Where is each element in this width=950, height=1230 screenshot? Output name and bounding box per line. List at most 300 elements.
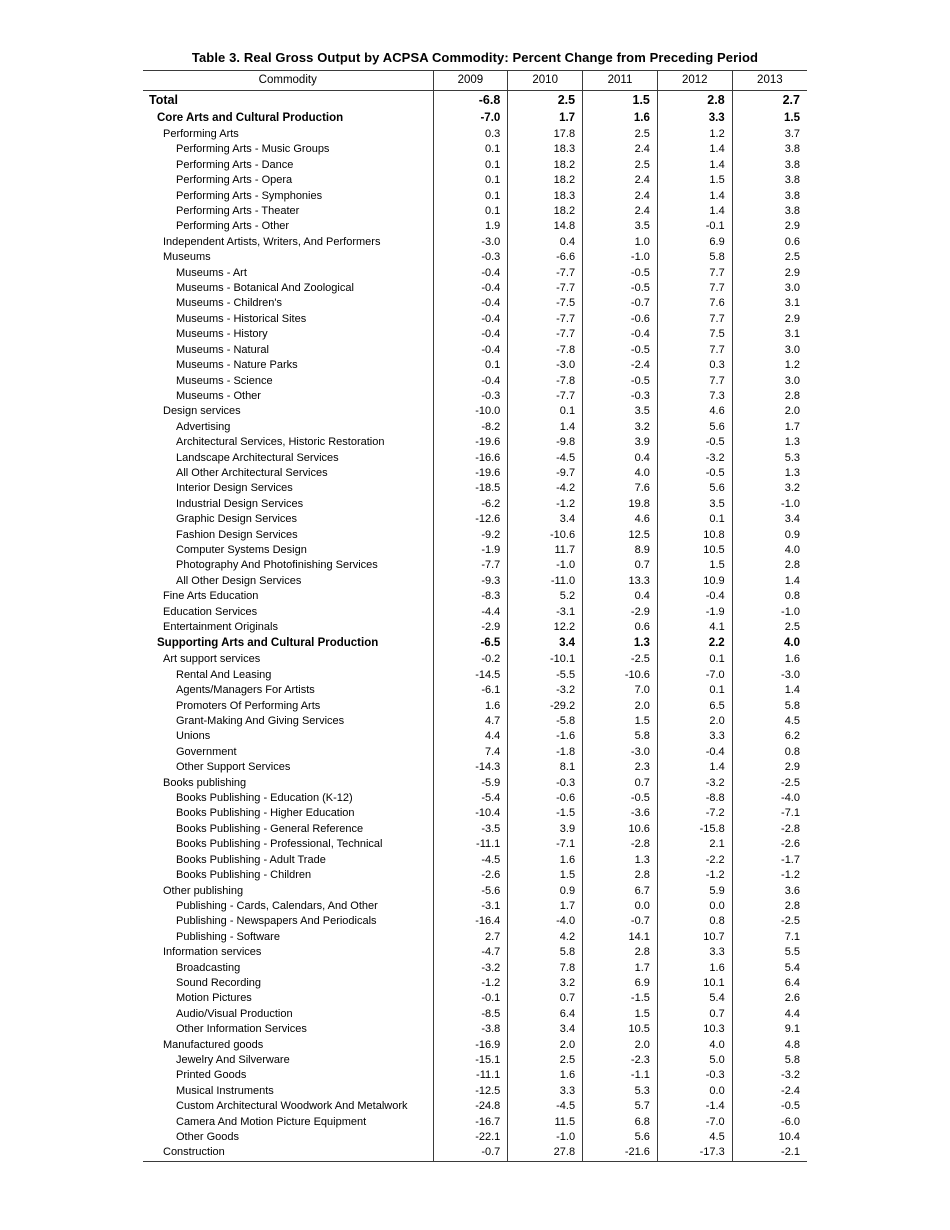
row-value: -11.0 [508,574,583,589]
row-value: 5.4 [657,991,732,1006]
row-label: Books publishing [163,776,247,789]
row-value: 12.5 [583,528,658,543]
row-value: 3.5 [583,219,658,234]
row-value: 18.2 [508,158,583,173]
row-value: -8.2 [433,420,508,435]
row-value: 6.4 [732,976,807,991]
row-value: -2.9 [433,620,508,635]
row-value: -0.4 [433,281,508,296]
row-value: 2.9 [732,312,807,327]
row-value: 1.5 [583,1007,658,1022]
table-row [143,914,807,929]
row-value: -7.7 [508,281,583,296]
table-row [143,699,807,714]
row-value: 2.0 [508,1038,583,1053]
row-value: -7.1 [732,806,807,821]
row-value: 0.1 [657,652,732,667]
table-row [143,1068,807,1083]
row-value: 2.8 [657,91,732,111]
row-value: -9.3 [433,574,508,589]
row-value: -2.4 [583,358,658,373]
table-row [143,389,807,404]
row-value: -0.6 [583,312,658,327]
row-label: Museums - Other [176,389,261,402]
row-value: -0.5 [583,374,658,389]
row-label: Independent Artists, Writers, And Performers [163,235,381,248]
row-value: -4.5 [433,853,508,868]
table-row [143,91,807,111]
row-value: -10.6 [583,668,658,683]
row-label: Camera And Motion Picture Equipment [176,1115,367,1128]
row-value: 1.3 [732,466,807,481]
row-value: -0.6 [508,791,583,806]
row-value: 1.4 [657,204,732,219]
row-label: Performing Arts [163,128,239,140]
row-value: -4.0 [508,914,583,929]
table-row [143,837,807,852]
row-value: -19.6 [433,435,508,450]
row-value: 0.7 [508,991,583,1006]
row-value: -7.7 [508,266,583,281]
table-row [143,1130,807,1145]
row-label: All Other Design Services [176,574,302,587]
row-label: Core Arts and Cultural Production [157,112,344,124]
row-value: 1.2 [732,358,807,373]
row-value: -6.6 [508,250,583,265]
row-value: -0.4 [433,374,508,389]
row-label: Entertainment Originals [163,621,278,633]
row-value: 1.7 [508,110,583,127]
row-value: 3.7 [732,127,807,142]
row-value: -7.5 [508,296,583,311]
row-value: -1.9 [433,543,508,558]
row-label: Photography And Photofinishing Services [176,559,378,572]
row-value: 3.4 [732,512,807,527]
row-label: Fine Arts Education [163,590,259,603]
row-value: 1.5 [657,558,732,573]
table-row [143,481,807,496]
row-value: -1.2 [657,868,732,883]
row-value: 5.6 [657,420,732,435]
row-label: Promoters Of Performing Arts [176,699,321,712]
row-value: -0.3 [583,389,658,404]
row-label: Industrial Design Services [176,497,304,510]
row-value: -2.8 [732,822,807,837]
row-value: -3.2 [732,1068,807,1083]
row-value: -7.0 [657,1115,732,1130]
row-label: Information services [163,946,262,959]
table-row [143,374,807,389]
row-value: 3.0 [732,343,807,358]
row-value: 2.8 [583,868,658,883]
row-label: Publishing - Newspapers And Periodicals [176,915,377,928]
row-label: Books Publishing - Adult Trade [176,853,326,866]
row-value: -1.0 [732,605,807,620]
row-value: 10.8 [657,528,732,543]
row-value: -1.1 [583,1068,658,1083]
row-value: -15.8 [657,822,732,837]
table-row [143,404,807,419]
row-value: 3.3 [508,1084,583,1099]
row-value: 5.6 [657,481,732,496]
row-value: 1.6 [433,699,508,714]
row-value: -3.0 [732,668,807,683]
row-value: 0.7 [657,1007,732,1022]
row-value: 1.6 [732,652,807,667]
row-label: Sound Recording [176,976,262,989]
row-value: 0.4 [583,451,658,466]
row-value: -5.9 [433,776,508,791]
row-value: -3.2 [508,683,583,698]
row-label: Other publishing [163,884,244,897]
row-label: Custom Architectural Woodwork And Metalwork [176,1100,408,1113]
row-value: -0.4 [433,296,508,311]
row-value: -3.0 [508,358,583,373]
row-label: Performing Arts - Music Groups [176,143,330,156]
row-value: -0.3 [508,776,583,791]
row-value: -2.1 [732,1145,807,1161]
row-value: 2.9 [732,219,807,234]
table-row [143,281,807,296]
row-label: Musical Instruments [176,1084,274,1097]
table-row [143,806,807,821]
row-value: 0.7 [583,776,658,791]
row-value: 4.6 [583,512,658,527]
row-value: 3.4 [508,1022,583,1037]
row-value: -16.7 [433,1115,508,1130]
row-value: 7.7 [657,343,732,358]
row-value: 1.7 [583,961,658,976]
row-value: -21.6 [583,1145,658,1161]
row-value: 2.5 [508,91,583,111]
row-value: -0.5 [583,343,658,358]
table-row [143,822,807,837]
row-label: Graphic Design Services [176,513,298,526]
row-value: 2.7 [732,91,807,111]
row-value: 4.8 [732,1038,807,1053]
row-value: -1.0 [732,497,807,512]
row-value: 7.3 [657,389,732,404]
row-value: 1.6 [508,1068,583,1083]
row-value: 0.1 [657,512,732,527]
row-value: -1.5 [583,991,658,1006]
table-row [143,312,807,327]
row-value: -1.7 [732,853,807,868]
row-value: -7.0 [657,668,732,683]
row-value: 1.4 [508,420,583,435]
row-label: Computer Systems Design [176,543,307,556]
row-value: -1.2 [433,976,508,991]
table-row [143,358,807,373]
row-value: 2.5 [583,158,658,173]
row-value: -8.8 [657,791,732,806]
row-value: -0.4 [433,312,508,327]
row-value: -0.7 [583,296,658,311]
table-row [143,235,807,250]
row-value: 4.6 [657,404,732,419]
row-value: -4.5 [508,451,583,466]
row-label: Rental And Leasing [176,668,272,681]
table-row [143,884,807,899]
row-value: -1.0 [583,250,658,265]
row-value: -7.7 [508,389,583,404]
row-value: 18.3 [508,189,583,204]
table-row [143,127,807,142]
row-value: 1.4 [657,760,732,775]
row-value: -8.3 [433,589,508,604]
row-value: -3.0 [433,235,508,250]
table-row [143,110,807,127]
row-value: 0.1 [433,173,508,188]
row-value: 5.8 [583,729,658,744]
table-row [143,961,807,976]
row-label: Advertising [176,420,231,433]
row-value: 7.7 [657,266,732,281]
row-value: 6.9 [657,235,732,250]
table-row [143,620,807,635]
row-value: 7.1 [732,930,807,945]
row-value: -15.1 [433,1053,508,1068]
row-value: 3.8 [732,173,807,188]
row-value: -3.8 [433,1022,508,1037]
row-label: Printed Goods [176,1069,247,1082]
table-row [143,635,807,652]
table-row [143,868,807,883]
data-table [143,70,807,1162]
row-value: 5.7 [583,1099,658,1114]
row-value: -1.5 [508,806,583,821]
row-value: -10.0 [433,404,508,419]
table-row [143,729,807,744]
table-row [143,435,807,450]
row-label: Education Services [163,605,258,618]
row-value: 1.4 [732,683,807,698]
row-value: 5.9 [657,884,732,899]
table-row [143,512,807,527]
row-value: -11.1 [433,1068,508,1083]
column-header-2009: 2009 [433,71,508,91]
table-row [143,945,807,960]
row-label: Manufactured goods [163,1038,264,1051]
row-value: 6.8 [583,1115,658,1130]
table-row [143,1099,807,1114]
table-row [143,158,807,173]
column-header-2011: 2011 [583,71,658,91]
row-value: -0.5 [583,791,658,806]
row-value: 2.0 [732,404,807,419]
table-header [143,71,807,91]
row-value: 10.3 [657,1022,732,1037]
column-header-2013: 2013 [732,71,807,91]
row-label: Performing Arts - Opera [176,174,293,187]
row-value: 5.5 [732,945,807,960]
row-value: 5.2 [508,589,583,604]
row-value: 3.4 [508,512,583,527]
row-value: 3.2 [508,976,583,991]
row-value: 6.9 [583,976,658,991]
row-value: -0.1 [657,219,732,234]
row-value: 8.9 [583,543,658,558]
row-value: 0.6 [583,620,658,635]
row-value: -18.5 [433,481,508,496]
row-label: Performing Arts - Theater [176,205,300,218]
row-value: -7.7 [508,327,583,342]
row-value: 7.7 [657,281,732,296]
row-value: -9.2 [433,528,508,543]
row-value: -1.2 [508,497,583,512]
row-value: -7.1 [508,837,583,852]
row-value: 0.8 [732,745,807,760]
row-value: 0.4 [508,235,583,250]
row-value: 1.4 [732,574,807,589]
row-value: 27.8 [508,1145,583,1161]
row-value: 2.5 [732,620,807,635]
table-row [143,142,807,157]
row-value: 0.9 [508,884,583,899]
table-row [143,791,807,806]
row-value: -0.4 [433,327,508,342]
row-value: 5.4 [732,961,807,976]
row-value: -1.8 [508,745,583,760]
row-value: 1.3 [583,635,658,652]
row-label: Other Goods [176,1131,239,1143]
row-value: 3.5 [583,404,658,419]
row-value: -1.9 [657,605,732,620]
row-value: -0.3 [433,389,508,404]
column-header-commodity: Commodity [143,71,433,91]
row-label: Books Publishing - Professional, Technical [176,838,383,851]
table-row [143,976,807,991]
row-value: 1.7 [508,899,583,914]
row-value: -16.6 [433,451,508,466]
table-row [143,543,807,558]
row-label: Motion Pictures [176,992,252,1005]
row-value: 9.1 [732,1022,807,1037]
row-value: -2.9 [583,605,658,620]
row-value: -8.5 [433,1007,508,1022]
row-value: 3.8 [732,158,807,173]
row-label: Unions [176,730,211,743]
row-value: -1.0 [508,1130,583,1145]
row-value: -12.5 [433,1084,508,1099]
row-value: 2.8 [732,389,807,404]
row-value: 0.0 [657,899,732,914]
row-value: 4.5 [657,1130,732,1145]
row-value: -3.2 [433,961,508,976]
table-row [143,327,807,342]
row-value: 0.6 [732,235,807,250]
row-label: Interior Design Services [176,482,293,495]
row-value: 0.1 [508,404,583,419]
table-row [143,1115,807,1130]
row-value: 2.5 [732,250,807,265]
row-value: 0.0 [657,1084,732,1099]
row-value: 7.4 [433,745,508,760]
row-value: 10.5 [583,1022,658,1037]
table-row [143,853,807,868]
table-row [143,296,807,311]
row-value: 3.5 [657,497,732,512]
row-value: -10.6 [508,528,583,543]
row-value: -0.1 [433,991,508,1006]
row-value: -7.8 [508,343,583,358]
row-value: 1.4 [657,189,732,204]
row-label: Grant-Making And Giving Services [176,715,345,728]
row-value: -3.5 [433,822,508,837]
row-value: 0.3 [657,358,732,373]
table-row [143,173,807,188]
row-value: -1.2 [732,868,807,883]
row-value: 3.4 [508,635,583,652]
row-label: Books Publishing - Education (K-12) [176,792,353,805]
row-value: -0.5 [583,281,658,296]
table-row [143,760,807,775]
row-label: Audio/Visual Production [176,1007,293,1020]
row-value: 2.8 [732,899,807,914]
row-value: 10.1 [657,976,732,991]
row-value: -2.5 [732,776,807,791]
row-value: 3.2 [732,481,807,496]
row-value: 3.0 [732,374,807,389]
row-value: 0.8 [657,914,732,929]
row-label: Landscape Architectural Services [176,451,339,464]
table-row [143,1022,807,1037]
row-value: 2.4 [583,204,658,219]
row-value: 3.8 [732,142,807,157]
row-value: -7.7 [433,558,508,573]
row-value: 0.1 [433,204,508,219]
table-row [143,219,807,234]
row-value: -0.4 [583,327,658,342]
row-label: Museums - Nature Parks [176,359,298,372]
row-value: -7.2 [657,806,732,821]
row-value: 7.6 [657,296,732,311]
row-value: 10.7 [657,930,732,945]
row-value: 14.1 [583,930,658,945]
table-row [143,991,807,1006]
row-label: Museums - Botanical And Zoological [176,282,354,295]
table-row [143,605,807,620]
row-value: 0.3 [433,127,508,142]
row-value: 0.1 [433,158,508,173]
row-value: 1.9 [433,219,508,234]
table-row [143,266,807,281]
table-row [143,589,807,604]
table-row [143,343,807,358]
row-value: 10.4 [732,1130,807,1145]
row-value: -5.6 [433,884,508,899]
row-value: 4.7 [433,714,508,729]
row-value: -4.0 [732,791,807,806]
row-value: -0.2 [433,652,508,667]
table-row [143,930,807,945]
row-value: -0.4 [433,266,508,281]
row-value: -3.1 [508,605,583,620]
row-label: Supporting Arts and Cultural Production [157,637,379,650]
row-value: 2.5 [508,1053,583,1068]
row-value: 6.5 [657,699,732,714]
table-row [143,497,807,512]
row-value: 1.4 [657,142,732,157]
row-value: 5.8 [732,1053,807,1068]
row-value: 11.5 [508,1115,583,1130]
row-value: -14.3 [433,760,508,775]
row-value: -3.1 [433,899,508,914]
row-value: 4.4 [732,1007,807,1022]
row-value: 3.3 [657,110,732,127]
row-value: 18.2 [508,173,583,188]
table-title: Table 3. Real Gross Output by ACPSA Commodity: Percent Change from Preceding Period [191,50,759,65]
